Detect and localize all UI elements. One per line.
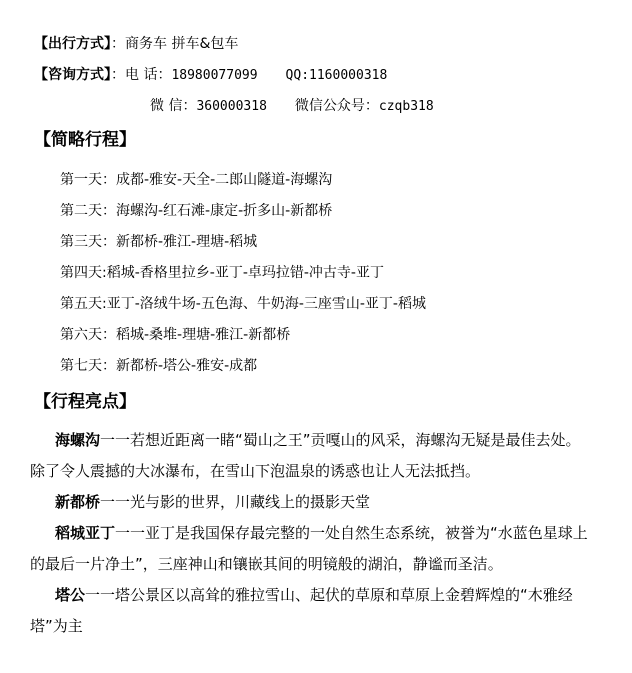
- highlights-heading: 【行程亮点】: [34, 392, 136, 412]
- qq-label: QQ:: [285, 68, 310, 83]
- phone-label: 电 话：: [125, 67, 172, 83]
- wechat-id: 360000318: [196, 99, 267, 114]
- wechat-row: [150, 96, 434, 117]
- itinerary-day-4: 第四天:稻城-香格里拉乡-亚丁-卓玛拉错-冲古寺-亚丁: [60, 265, 384, 281]
- highlight-daocheng-yading: [30, 518, 590, 580]
- public-account-label: 微信公众号：: [294, 98, 379, 114]
- qq-number: 1160000318: [309, 68, 388, 83]
- public-account-id: czqb318: [378, 99, 434, 114]
- highlight-text: 一一若想近距离一睹“蜀山之王”贡嘎山的风采，海螺沟无疑是最佳去处。除了令人震撼的大冰瀑布，在雪山下泡温泉的诱惑也让人无法抵挡。: [30, 431, 581, 480]
- itinerary-day-2: 第二天：海螺沟-红石滩-康定-折多山-新都桥: [60, 203, 333, 219]
- travel-mode-value: 商务车 拼车&包车: [125, 36, 239, 52]
- travel-mode-label: 【出行方式】: [34, 36, 111, 52]
- phone-number: 18980077099: [171, 68, 258, 83]
- travel-mode-sep: ：: [111, 36, 125, 52]
- wechat-label: 微 信：: [150, 98, 197, 114]
- highlight-name: 新都桥: [55, 493, 101, 511]
- itinerary-day-7: 第七天：新都桥-塔公-雅安-成都: [60, 358, 258, 374]
- itinerary-heading: 【简略行程】: [34, 130, 136, 150]
- highlight-hailuogou: [30, 425, 590, 487]
- highlight-text: 一一光与影的世界，川藏线上的摄影天堂: [100, 493, 371, 511]
- highlight-text: 一一亚丁是我国保存最完整的一处自然生态系统，被誉为“水蓝色星球上的最后一片净土”，三座神山和镶嵌其间的明镜般的湖泊，静谧而圣洁。: [30, 524, 588, 573]
- itinerary-day-3: 第三天：新都桥-雅江-理塘-稻城: [60, 234, 258, 250]
- consult-label: 【咨询方式】: [34, 67, 111, 83]
- itinerary-day-5: 第五天:亚丁-洛绒牛场-五色海、牛奶海-三座雪山-亚丁-稻城: [60, 296, 426, 312]
- highlight-name: 海螺沟: [55, 431, 101, 449]
- travel-mode-row: [34, 34, 238, 54]
- highlight-tagong: [30, 580, 590, 642]
- highlight-name: 稻城亚丁: [55, 524, 116, 542]
- itinerary-day-1: 第一天：成都-雅安-天全-二郎山隧道-海螺沟: [60, 172, 333, 188]
- consult-row: [34, 65, 387, 86]
- itinerary-day-6: 第六天：稻城-桑堆-理塘-雅江-新都桥: [60, 327, 291, 343]
- consult-sep: ：: [111, 67, 125, 83]
- highlight-xinduqiao: [30, 487, 590, 518]
- highlight-name: 塔公: [55, 586, 86, 604]
- highlight-text: 一一塔公景区以高耸的雅拉雪山、起伏的草原和草原上金碧辉煌的“木雅经塔”为主: [30, 586, 573, 635]
